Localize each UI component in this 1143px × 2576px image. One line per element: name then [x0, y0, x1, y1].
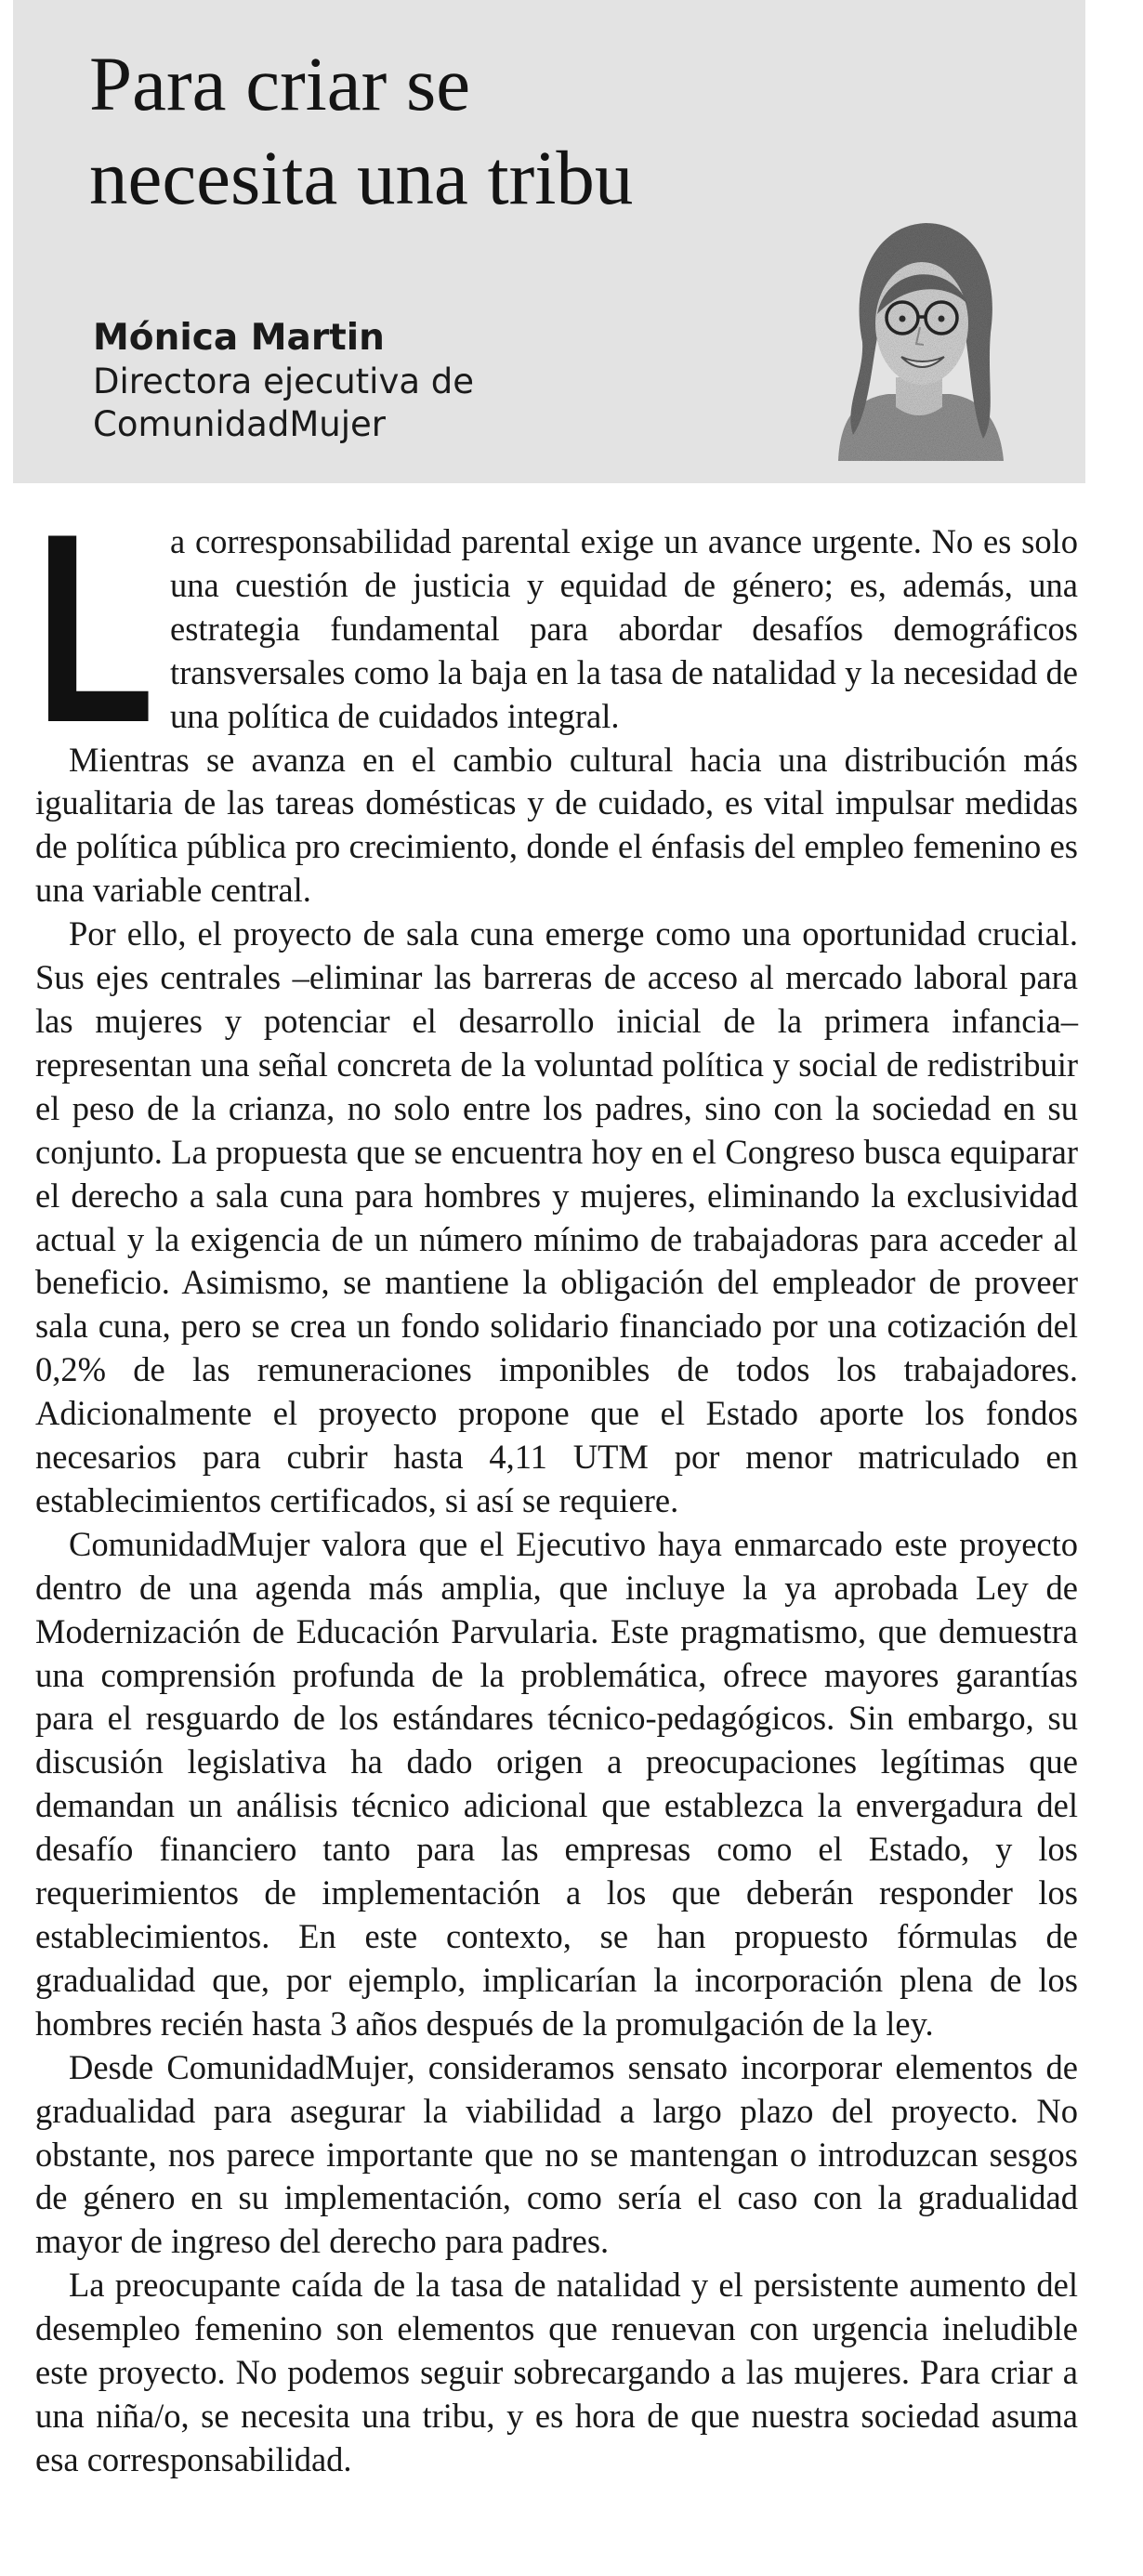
drop-cap-text: L	[35, 478, 154, 779]
author-name: Mónica Martin	[93, 317, 385, 359]
author-role	[93, 361, 539, 446]
article-body	[35, 478, 1078, 2482]
author-photo	[831, 212, 1007, 461]
paragraph-6: La preocupante caída de la tasa de natalidad y el persistente aumento del desempleo femenino son elementos que renuevan con urgencia ineludible este proyecto. No podemos seguir sobrecargando a las mujeres. Para criar a una niña/o, se necesita una tribu, y es hora de que nuestra sociedad asuma esa corresponsabilidad.	[35, 2266, 1078, 2478]
paragraph-5: Desde ComunidadMujer, consideramos sensato incorporar elementos de gradualidad para asegurar la viabilidad a largo plazo del proyecto. No obstante, nos parece importante que no se mantengan o introduzcan sesgos de género en su implementación, como sería el caso con la gradualidad mayor de ingreso del derecho para padres.	[35, 2047, 1078, 2261]
drop-cap-letter	[35, 478, 170, 779]
title-line-1: Para criar se	[89, 41, 471, 126]
paragraph-3: Por ello, el proyecto de sala cuna emerge como una oportunidad crucial. Sus ejes centrales –eliminar las barreras de acceso al mercado laboral para las mujeres y potenciar el desarrollo inicial de la primera infancia– representan una señal concreta de la voluntad política y social de redistribuir el peso de la crianza, no solo entre los padres, sino con la sociedad en su conjunto. La propuesta que se encuentra hoy en el Congreso busca equiparar el derecho a sala cuna para hombres y mujeres, eliminando la exclusividad actual y la exigencia de un número mínimo de trabajadoras para acceder al beneficio. Asimismo, se mantiene la obligación del empleador de proveer sala cuna, pero se crea un fondo solidario financiado por una cotización del 0,2% de las remuneraciones imponibles de todos los trabajadores. Adicionalmente el proyecto propone que el Estado aporte los fondos necesarios para cubrir hasta 4,11 UTM por menor matriculado en establecimientos certificados, si así se requiere.	[35, 914, 1078, 1519]
title-line-2: necesita una tribu	[89, 135, 634, 220]
paragraph-1: a corresponsabilidad parental exige un avance urgente. No es solo una cuestión de justicia y equidad de género; es, además, una estrategia fundamental para abordar desafíos demográficos transversales como la baja en la tasa de natalidad y la necesidad de una política de cuidados integral.	[170, 522, 1078, 735]
paragraph-2: Mientras se avanza en el cambio cultural hacia una distribución más igualitaria de las tareas domésticas y de cuidado, es vital impulsar medidas de política pública pro crecimiento, donde el énfasis del empleo femenino es una variable central.	[35, 740, 1078, 910]
author-role-line-1: Directora ejecutiva de	[93, 361, 475, 401]
header-box	[13, 0, 1085, 483]
paragraph-4: ComunidadMujer valora que el Ejecutivo haya enmarcado este proyecto dentro de una agenda más amplia, que incluye la ya aprobada Ley de Modernización de Educación Parvularia. Este pragmatismo, que demuestra una comprensión profunda de la problemática, ofrece mayores garantías para el resguardo de los estándares técnico-pedagógicos. Sin embargo, su discusión legislativa ha dado origen a preocupaciones legítimas que demandan un análisis técnico adicional que establezca la envergadura del desafío financiero tanto para las empresas como el Estado, y los requerimientos de implementación a los que deberán responder los establecimientos. En este contexto, se han propuesto fórmulas de gradualidad que, por ejemplo, implicarían la incorporación plena de los hombres recién hasta 3 años después de la promulgación de la ley.	[35, 1524, 1078, 2043]
article-title	[89, 37, 814, 225]
author-role-line-2: ComunidadMujer	[93, 404, 386, 444]
